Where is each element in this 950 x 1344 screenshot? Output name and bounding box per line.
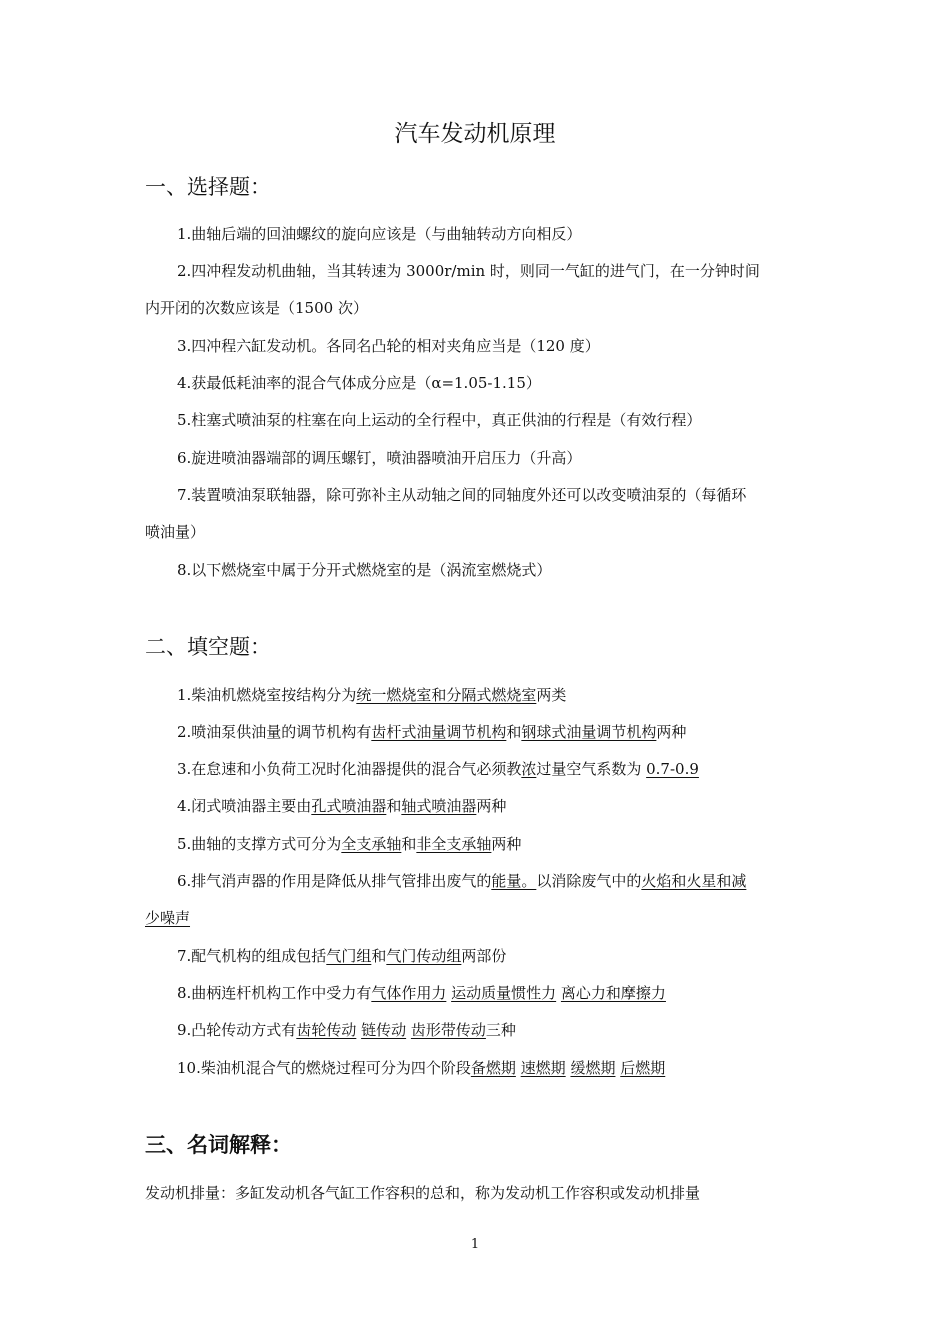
page-title: 汽车发动机原理 <box>394 121 556 147</box>
fill-question-6-line-1 <box>177 870 746 892</box>
fill-q5-suffix: 两种 <box>491 835 522 853</box>
fill-q8-answer-2: 运动质量惯性力 <box>451 984 557 1002</box>
fill-q2-connector: 和 <box>506 723 522 741</box>
fill-q6-answer-2: 火焰和火星和减 <box>641 872 747 890</box>
fill-q6-text: 6.排气消声器的作用是降低从排气管排出废气的 <box>177 872 492 890</box>
fill-q3-answer-2: 0.7-0.9 <box>646 760 699 778</box>
fill-question-4 <box>177 795 506 817</box>
fill-q8-text: 8.曲柄连杆机构工作中受力有 <box>177 984 372 1002</box>
fill-q7-answer-2: 气门传动组 <box>386 947 462 965</box>
fill-q10-answer-1: 备燃期 <box>470 1059 516 1077</box>
fill-question-7 <box>177 945 506 967</box>
fill-q10-answer-3: 缓燃期 <box>570 1059 616 1077</box>
fill-q10-text: 10.柴油机混合气的燃烧过程可分为四个阶段 <box>177 1059 471 1077</box>
fill-q10-answer-4: 后燃期 <box>620 1059 666 1077</box>
section-heading-terms: 三、名词解释： <box>145 1132 292 1157</box>
fill-q7-connector: 和 <box>371 947 387 965</box>
section-heading-fill: 二、填空题： <box>145 635 271 659</box>
choice-question-2-line-2: 内开闭的次数应该是（1500 次） <box>145 299 368 317</box>
fill-question-1 <box>177 684 566 706</box>
fill-q3-answer-1: 浓 <box>521 760 537 778</box>
fill-question-2 <box>177 721 686 743</box>
fill-q6-answer-1: 能量。 <box>491 872 537 890</box>
page-number: 1 <box>470 1237 480 1252</box>
fill-q4-answer-2: 轴式喷油器 <box>401 797 477 815</box>
fill-q9-answer-1: 齿轮传动 <box>296 1021 357 1039</box>
fill-q8-answer-3: 离心力和摩擦力 <box>560 984 666 1002</box>
fill-q1-suffix: 两类 <box>536 686 567 704</box>
fill-q1-text: 1.柴油机燃烧室按结构分为 <box>177 686 357 704</box>
fill-q6-connector: 以消除废气中的 <box>536 872 642 890</box>
choice-question-2-line-1: 2.四冲程发动机曲轴，当其转速为 3000r/min 时，则同一气缸的进气门，在一分钟时间 <box>177 262 760 280</box>
fill-q9-answer-2: 链传动 <box>361 1021 407 1039</box>
fill-q5-answer-2: 非全支承轴 <box>416 835 492 853</box>
fill-q4-connector: 和 <box>386 797 402 815</box>
fill-q8-answer-1: 气体作用力 <box>371 984 447 1002</box>
choice-question-3: 3.四冲程六缸发动机。各同名凸轮的相对夹角应当是（120 度） <box>177 337 600 355</box>
fill-question-10 <box>177 1057 665 1079</box>
fill-q9-text: 9.凸轮传动方式有 <box>177 1021 297 1039</box>
fill-q2-answer-2: 钢球式油量调节机构 <box>521 723 657 741</box>
fill-question-5 <box>177 833 521 855</box>
fill-q5-answer-1: 全支承轴 <box>341 835 402 853</box>
fill-q2-suffix: 两种 <box>656 723 687 741</box>
choice-question-7-line-1: 7.装置喷油泵联轴器，除可弥补主从动轴之间的同轴度外还可以改变喷油泵的（每循环 <box>177 486 747 504</box>
fill-question-9 <box>177 1019 516 1041</box>
fill-q4-suffix: 两种 <box>476 797 507 815</box>
choice-question-8: 8.以下燃烧室中属于分开式燃烧室的是（涡流室燃烧式） <box>177 561 552 579</box>
fill-q3-connector: 过量空气系数为 <box>536 760 647 778</box>
fill-q5-text: 5.曲轴的支撑方式可分为 <box>177 835 342 853</box>
fill-q7-text: 7.配气机构的组成包括 <box>177 947 327 965</box>
fill-q2-text: 2.喷油泵供油量的调节机构有 <box>177 723 372 741</box>
fill-q7-answer-1: 气门组 <box>326 947 372 965</box>
fill-q2-answer-1: 齿杆式油量调节机构 <box>371 723 507 741</box>
choice-question-7-line-2: 喷油量） <box>145 523 206 541</box>
fill-q1-answer: 统一燃烧室和分隔式燃烧室 <box>356 686 537 704</box>
fill-q7-suffix: 两部份 <box>461 947 507 965</box>
term-definition-1: 发动机排量：多缸发动机各气缸工作容积的总和，称为发动机工作容积或发动机排量 <box>145 1184 701 1202</box>
choice-question-1: 1.曲轴后端的回油螺纹的旋向应该是（与曲轴转动方向相反） <box>177 225 582 243</box>
fill-q4-answer-1: 孔式喷油器 <box>311 797 387 815</box>
fill-q3-text: 3.在怠速和小负荷工况时化油器提供的混合气必须教 <box>177 760 522 778</box>
fill-q10-answer-2: 速燃期 <box>520 1059 566 1077</box>
fill-q9-suffix: 三种 <box>485 1021 516 1039</box>
section-heading-choice: 一、选择题： <box>145 175 271 199</box>
fill-q4-text: 4.闭式喷油器主要由 <box>177 797 312 815</box>
choice-question-4: 4.获最低耗油率的混合气体成分应是（α=1.05-1.15） <box>177 374 541 392</box>
fill-q6-answer-2-continued: 少噪声 <box>145 909 191 927</box>
fill-question-6-line-2 <box>145 907 190 929</box>
fill-question-3 <box>177 758 699 780</box>
fill-q9-answer-3: 齿形带传动 <box>410 1021 486 1039</box>
fill-q5-connector: 和 <box>401 835 417 853</box>
choice-question-6: 6.旋进喷油器端部的调压螺钉，喷油器喷油开启压力（升高） <box>177 449 582 467</box>
fill-question-8 <box>177 982 666 1004</box>
choice-question-5: 5.柱塞式喷油泵的柱塞在向上运动的全行程中，真正供油的行程是（有效行程） <box>177 411 702 429</box>
